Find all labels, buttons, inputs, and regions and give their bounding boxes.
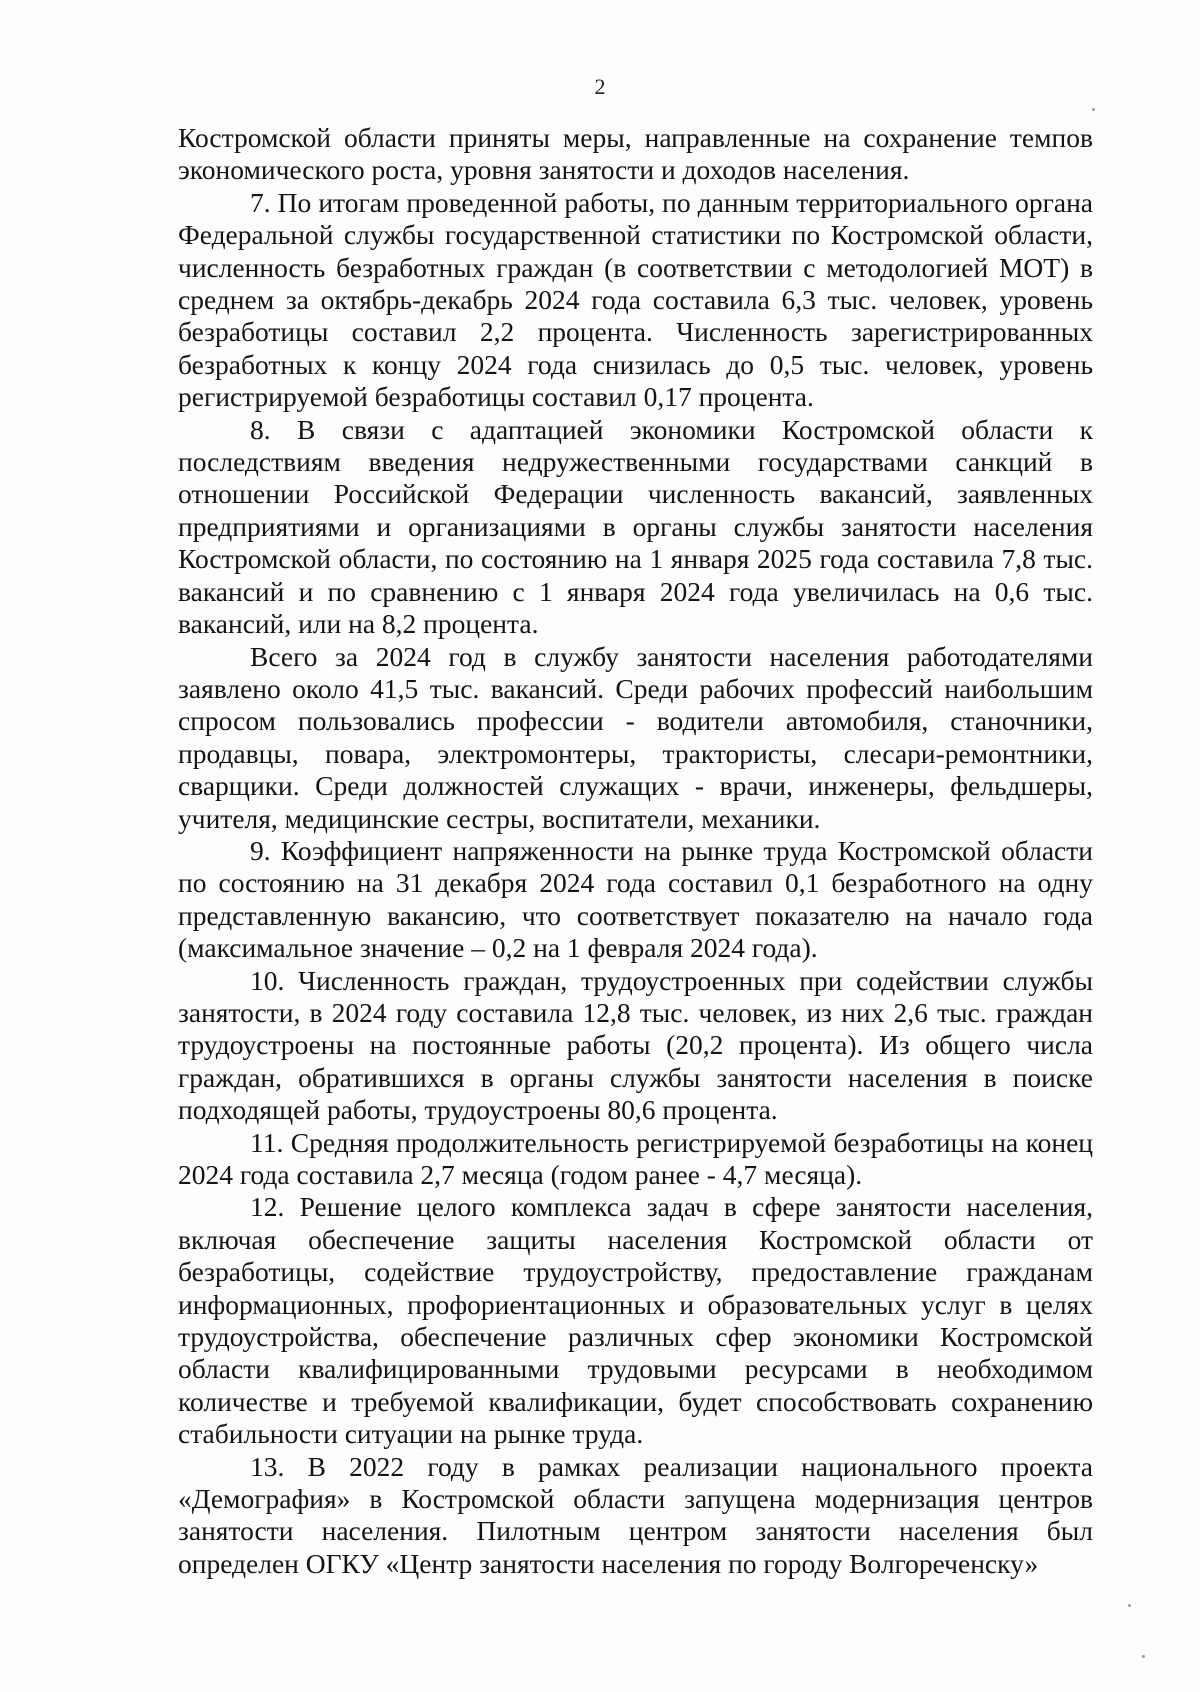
paragraph-item-9: 9. Коэффициент напряженности на рынке труда Костромской области по состоянию на 31 декабря 2024 года составил 0,1 безработного на одну представленную вакансию, что соответствует показателю на начало года (максимальное значение – 0,2 на 1 февраля 2024 года).: [178, 834, 1093, 964]
page-number: 2: [594, 74, 606, 99]
scan-speck: [1092, 108, 1095, 111]
paragraph-vacancies-total: Всего за 2024 год в службу занятости населения работодателями заявлено около 41,5 тыс. вакансий. Среди рабочих профессий наибольшим спросом пользовались профессии - водители автомобиля, станочники, продавцы, повара, электромонтеры, трактористы, слесари-ремонтники, сварщики. Среди должностей служащих - врачи, инженеры, фельдшеры, учителя, медицинские сестры, воспитатели, механики.: [178, 640, 1093, 834]
document-body: [178, 122, 1093, 1580]
paragraph-continuation: Костромской области приняты меры, направленные на сохранение темпов экономического роста, уровня занятости и доходов населения.: [178, 122, 1093, 186]
paragraph-item-12: 12. Решение целого комплекса задач в сфере занятости населения, включая обеспечение защиты населения Костромской области от безработицы, содействие трудоустройству, предоставление гражданам информационных, профориентационных и образовательных услуг в целях трудоустройства, обеспечение различных сфер экономики Костромской области квалифицированными трудовыми ресурсами в необходимом количестве и требуемой квалификации, будет способствовать сохранению стабильности ситуации на рынке труда.: [178, 1191, 1093, 1450]
paragraph-item-8: 8. В связи с адаптацией экономики Костромской области к последствиям введения недружественными государствами санкций в отношении Российской Федерации численность вакансий, заявленных предприятиями и организациями в органы службы занятости населения Костромской области, по состоянию на 1 января 2025 года составила 7,8 тыс. вакансий и по сравнению с 1 января 2024 года увеличилась на 0,6 тыс. вакансий, или на 8,2 процента.: [178, 413, 1093, 640]
paragraph-item-7: 7. По итогам проведенной работы, по данным территориального органа Федеральной службы государственной статистики по Костромской области, численность безработных граждан (в соответствии с методологией МОТ) в среднем за октябрь-декабрь 2024 года составила 6,3 тыс. человек, уровень безработицы составил 2,2 процента. Численность зарегистрированных безработных к концу 2024 года снизилась до 0,5 тыс. человек, уровень регистрируемой безработицы составил 0,17 процента.: [178, 186, 1093, 413]
paragraph-item-10: 10. Численность граждан, трудоустроенных при содействии службы занятости, в 2024 году составила 12,8 тыс. человек, из них 2,6 тыс. граждан трудоустроены на постоянные работы (20,2 процента). Из общего числа граждан, обратившихся в органы службы занятости населения в поиске подходящей работы, трудоустроены 80,6 процента.: [178, 964, 1093, 1126]
scan-speck: [1128, 1604, 1131, 1607]
paragraph-item-11: 11. Средняя продолжительность регистрируемой безработицы на конец 2024 года составила 2,7 месяца (годом ранее - 4,7 месяца).: [178, 1126, 1093, 1190]
paragraph-item-13: 13. В 2022 году в рамках реализации национального проекта «Демография» в Костромской области запущена модернизация центров занятости населения. Пилотным центром занятости населения был определен ОГКУ «Центр занятости населения по городу Волгореченску»: [178, 1450, 1093, 1579]
scan-speck: [1142, 1655, 1145, 1658]
